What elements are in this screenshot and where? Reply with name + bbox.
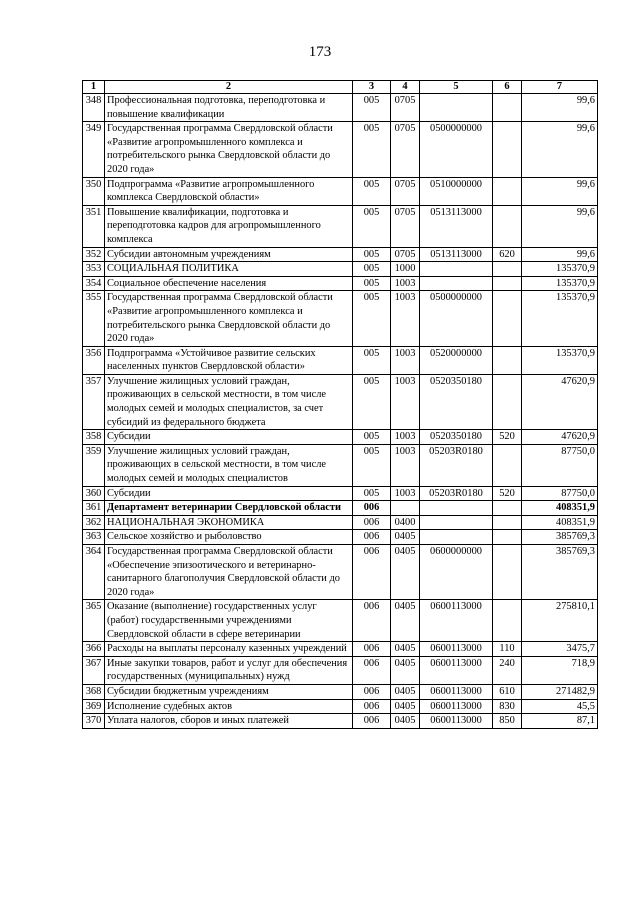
- row-number: 354: [83, 276, 105, 291]
- row-section-code: 1003: [391, 291, 420, 346]
- row-sum: 408351,9: [522, 501, 598, 516]
- table-row: [83, 276, 598, 291]
- row-sum: 99,6: [522, 94, 598, 122]
- row-expense-type-code: [493, 530, 522, 545]
- row-sum: 99,6: [522, 122, 598, 177]
- row-number: 350: [83, 177, 105, 205]
- row-sum: 87750,0: [522, 444, 598, 486]
- row-sum: 99,6: [522, 247, 598, 262]
- row-ved-code: 006: [353, 684, 391, 699]
- table-row: [83, 501, 598, 516]
- row-number: 351: [83, 205, 105, 247]
- row-target-article-code: 05203R0180: [420, 486, 493, 501]
- table-row: [83, 122, 598, 177]
- table-body: [83, 94, 598, 729]
- row-expense-type-code: [493, 262, 522, 277]
- table-row: [83, 205, 598, 247]
- table-row: [83, 642, 598, 657]
- row-number: 348: [83, 94, 105, 122]
- table-row: [83, 444, 598, 486]
- row-name: Исполнение судебных актов: [105, 699, 353, 714]
- row-expense-type-code: [493, 501, 522, 516]
- header-cell-6: 6: [493, 81, 522, 94]
- row-section-code: 1003: [391, 374, 420, 429]
- row-target-article-code: [420, 501, 493, 516]
- row-section-code: 0400: [391, 515, 420, 530]
- row-target-article-code: 0520350180: [420, 430, 493, 445]
- row-name: Повышение квалификации, подготовка и переподготовка кадров для агропромышленного комплекса: [105, 205, 353, 247]
- row-section-code: 1003: [391, 486, 420, 501]
- row-target-article-code: 0600113000: [420, 642, 493, 657]
- row-section-code: 1003: [391, 276, 420, 291]
- row-sum: 47620,9: [522, 430, 598, 445]
- row-target-article-code: 0500000000: [420, 291, 493, 346]
- row-number: 357: [83, 374, 105, 429]
- row-target-article-code: 0500000000: [420, 122, 493, 177]
- row-target-article-code: 0600113000: [420, 684, 493, 699]
- row-target-article-code: 0600113000: [420, 714, 493, 729]
- row-expense-type-code: [493, 94, 522, 122]
- row-number: 362: [83, 515, 105, 530]
- row-section-code: 0405: [391, 545, 420, 600]
- row-number: 358: [83, 430, 105, 445]
- header-cell-1: 1: [83, 81, 105, 94]
- page-number: 173: [308, 44, 332, 60]
- row-ved-code: 005: [353, 430, 391, 445]
- row-name: Иные закупки товаров, работ и услуг для обеспечения государственных (муниципальных) нужд: [105, 656, 353, 684]
- row-name: Подпрограмма «Развитие агропромышленного комплекса Свердловской области»: [105, 177, 353, 205]
- row-number: 360: [83, 486, 105, 501]
- table-row: [83, 247, 598, 262]
- row-target-article-code: 0600113000: [420, 656, 493, 684]
- row-ved-code: 005: [353, 94, 391, 122]
- row-expense-type-code: [493, 122, 522, 177]
- row-section-code: 1000: [391, 262, 420, 277]
- row-name: Государственная программа Свердловской области «Обеспечение эпизоотического и ветеринарно-санитарного благополучия Свердловской области до 2020 года»: [105, 545, 353, 600]
- row-ved-code: 006: [353, 501, 391, 516]
- row-section-code: 0705: [391, 94, 420, 122]
- row-name: Расходы на выплаты персоналу казенных учреждений: [105, 642, 353, 657]
- row-expense-type-code: [493, 177, 522, 205]
- row-section-code: 0705: [391, 122, 420, 177]
- row-ved-code: 005: [353, 262, 391, 277]
- row-target-article-code: 0513113000: [420, 247, 493, 262]
- row-name: Профессиональная подготовка, переподготовка и повышение квалификации: [105, 94, 353, 122]
- row-name: Улучшение жилищных условий граждан, проживающих в сельской местности, в том числе молодых семей и молодых специалистов: [105, 444, 353, 486]
- row-section-code: 1003: [391, 346, 420, 374]
- table-row: [83, 530, 598, 545]
- row-expense-type-code: [493, 600, 522, 642]
- row-section-code: 1003: [391, 444, 420, 486]
- row-ved-code: 006: [353, 699, 391, 714]
- row-expense-type-code: 520: [493, 430, 522, 445]
- row-number: 363: [83, 530, 105, 545]
- row-sum: 99,6: [522, 177, 598, 205]
- row-number: 356: [83, 346, 105, 374]
- row-expense-type-code: [493, 515, 522, 530]
- row-name: Сельское хозяйство и рыболовство: [105, 530, 353, 545]
- row-number: 369: [83, 699, 105, 714]
- row-sum: 385769,3: [522, 545, 598, 600]
- row-target-article-code: [420, 276, 493, 291]
- row-expense-type-code: [493, 545, 522, 600]
- header-cell-5: 5: [420, 81, 493, 94]
- row-ved-code: 006: [353, 545, 391, 600]
- row-section-code: 0405: [391, 684, 420, 699]
- table-row: [83, 684, 598, 699]
- row-name: Субсидии: [105, 430, 353, 445]
- row-name: Социальное обеспечение населения: [105, 276, 353, 291]
- row-ved-code: 005: [353, 205, 391, 247]
- row-ved-code: 005: [353, 247, 391, 262]
- row-ved-code: 005: [353, 177, 391, 205]
- row-name: Оказание (выполнение) государственных услуг (работ) государственными учреждениями Свердловской области в сфере ветеринарии: [105, 600, 353, 642]
- row-number: 367: [83, 656, 105, 684]
- header-row: [83, 81, 598, 94]
- header-cell-3: 3: [353, 81, 391, 94]
- row-section-code: 0405: [391, 714, 420, 729]
- row-ved-code: 006: [353, 642, 391, 657]
- table-row: [83, 346, 598, 374]
- row-expense-type-code: 110: [493, 642, 522, 657]
- row-number: 368: [83, 684, 105, 699]
- row-target-article-code: 0600000000: [420, 545, 493, 600]
- row-name: Государственная программа Свердловской области «Развитие агропромышленного комплекса и потребительского рынка Свердловской области до 2020 года»: [105, 122, 353, 177]
- row-ved-code: 006: [353, 714, 391, 729]
- table-row: [83, 94, 598, 122]
- row-target-article-code: [420, 94, 493, 122]
- row-number: 349: [83, 122, 105, 177]
- row-ved-code: 006: [353, 600, 391, 642]
- table-row: [83, 515, 598, 530]
- table-row: [83, 486, 598, 501]
- row-name: Субсидии автономным учреждениям: [105, 247, 353, 262]
- row-target-article-code: [420, 530, 493, 545]
- row-section-code: 0405: [391, 530, 420, 545]
- row-sum: 47620,9: [522, 374, 598, 429]
- row-expense-type-code: 850: [493, 714, 522, 729]
- row-expense-type-code: [493, 374, 522, 429]
- row-section-code: 0405: [391, 600, 420, 642]
- row-sum: 87,1: [522, 714, 598, 729]
- row-target-article-code: 0510000000: [420, 177, 493, 205]
- row-expense-type-code: 240: [493, 656, 522, 684]
- row-number: 365: [83, 600, 105, 642]
- row-name: Государственная программа Свердловской области «Развитие агропромышленного комплекса и потребительского рынка Свердловской области до 2020 года»: [105, 291, 353, 346]
- row-sum: 271482,9: [522, 684, 598, 699]
- row-number: 353: [83, 262, 105, 277]
- row-sum: 135370,9: [522, 262, 598, 277]
- row-target-article-code: 0520350180: [420, 374, 493, 429]
- table-row: [83, 600, 598, 642]
- row-ved-code: 005: [353, 276, 391, 291]
- header-cell-7: 7: [522, 81, 598, 94]
- table-row: [83, 374, 598, 429]
- table-row: [83, 430, 598, 445]
- row-section-code: 0705: [391, 177, 420, 205]
- row-expense-type-code: [493, 205, 522, 247]
- row-number: 364: [83, 545, 105, 600]
- budget-table: [82, 80, 598, 729]
- table-row: [83, 262, 598, 277]
- row-section-code: 0405: [391, 642, 420, 657]
- row-name: Субсидии бюджетным учреждениям: [105, 684, 353, 699]
- row-ved-code: 005: [353, 346, 391, 374]
- row-ved-code: 005: [353, 122, 391, 177]
- row-expense-type-code: 520: [493, 486, 522, 501]
- row-ved-code: 005: [353, 486, 391, 501]
- row-section-code: 0405: [391, 656, 420, 684]
- row-number: 352: [83, 247, 105, 262]
- row-sum: 45,5: [522, 699, 598, 714]
- row-target-article-code: [420, 262, 493, 277]
- row-expense-type-code: [493, 444, 522, 486]
- row-expense-type-code: 610: [493, 684, 522, 699]
- row-section-code: 0705: [391, 247, 420, 262]
- row-sum: 99,6: [522, 205, 598, 247]
- row-sum: 408351,9: [522, 515, 598, 530]
- row-number: 366: [83, 642, 105, 657]
- row-number: 355: [83, 291, 105, 346]
- row-ved-code: 006: [353, 515, 391, 530]
- row-number: 359: [83, 444, 105, 486]
- row-expense-type-code: 830: [493, 699, 522, 714]
- table-row: [83, 656, 598, 684]
- table-row: [83, 291, 598, 346]
- row-name: Уплата налогов, сборов и иных платежей: [105, 714, 353, 729]
- row-name: Подпрограмма «Устойчивое развитие сельских населенных пунктов Свердловской области»: [105, 346, 353, 374]
- row-section-code: 1003: [391, 430, 420, 445]
- row-sum: 135370,9: [522, 291, 598, 346]
- row-target-article-code: [420, 515, 493, 530]
- row-name: Департамент ветеринарии Свердловской области: [105, 501, 353, 516]
- row-sum: 135370,9: [522, 276, 598, 291]
- row-ved-code: 005: [353, 444, 391, 486]
- row-sum: 3475,7: [522, 642, 598, 657]
- table-row: [83, 699, 598, 714]
- row-target-article-code: 0600113000: [420, 699, 493, 714]
- table-row: [83, 177, 598, 205]
- row-name: Субсидии: [105, 486, 353, 501]
- header-cell-2: 2: [105, 81, 353, 94]
- row-sum: 275810,1: [522, 600, 598, 642]
- row-target-article-code: 0520000000: [420, 346, 493, 374]
- row-name: СОЦИАЛЬНАЯ ПОЛИТИКА: [105, 262, 353, 277]
- table-row: [83, 714, 598, 729]
- row-number: 370: [83, 714, 105, 729]
- row-sum: 135370,9: [522, 346, 598, 374]
- row-sum: 718,9: [522, 656, 598, 684]
- row-target-article-code: 05203R0180: [420, 444, 493, 486]
- table-row: [83, 545, 598, 600]
- row-section-code: [391, 501, 420, 516]
- row-expense-type-code: [493, 346, 522, 374]
- row-target-article-code: 0600113000: [420, 600, 493, 642]
- row-name: Улучшение жилищных условий граждан, проживающих в сельской местности, в том числе молодых семей и молодых специалистов, за счет субсидий из федерального бюджета: [105, 374, 353, 429]
- row-number: 361: [83, 501, 105, 516]
- row-target-article-code: 0513113000: [420, 205, 493, 247]
- row-sum: 385769,3: [522, 530, 598, 545]
- row-name: НАЦИОНАЛЬНАЯ ЭКОНОМИКА: [105, 515, 353, 530]
- row-ved-code: 005: [353, 374, 391, 429]
- row-expense-type-code: [493, 276, 522, 291]
- row-ved-code: 006: [353, 656, 391, 684]
- row-ved-code: 005: [353, 291, 391, 346]
- row-ved-code: 006: [353, 530, 391, 545]
- row-expense-type-code: [493, 291, 522, 346]
- row-section-code: 0405: [391, 699, 420, 714]
- row-section-code: 0705: [391, 205, 420, 247]
- row-expense-type-code: 620: [493, 247, 522, 262]
- header-cell-4: 4: [391, 81, 420, 94]
- row-sum: 87750,0: [522, 486, 598, 501]
